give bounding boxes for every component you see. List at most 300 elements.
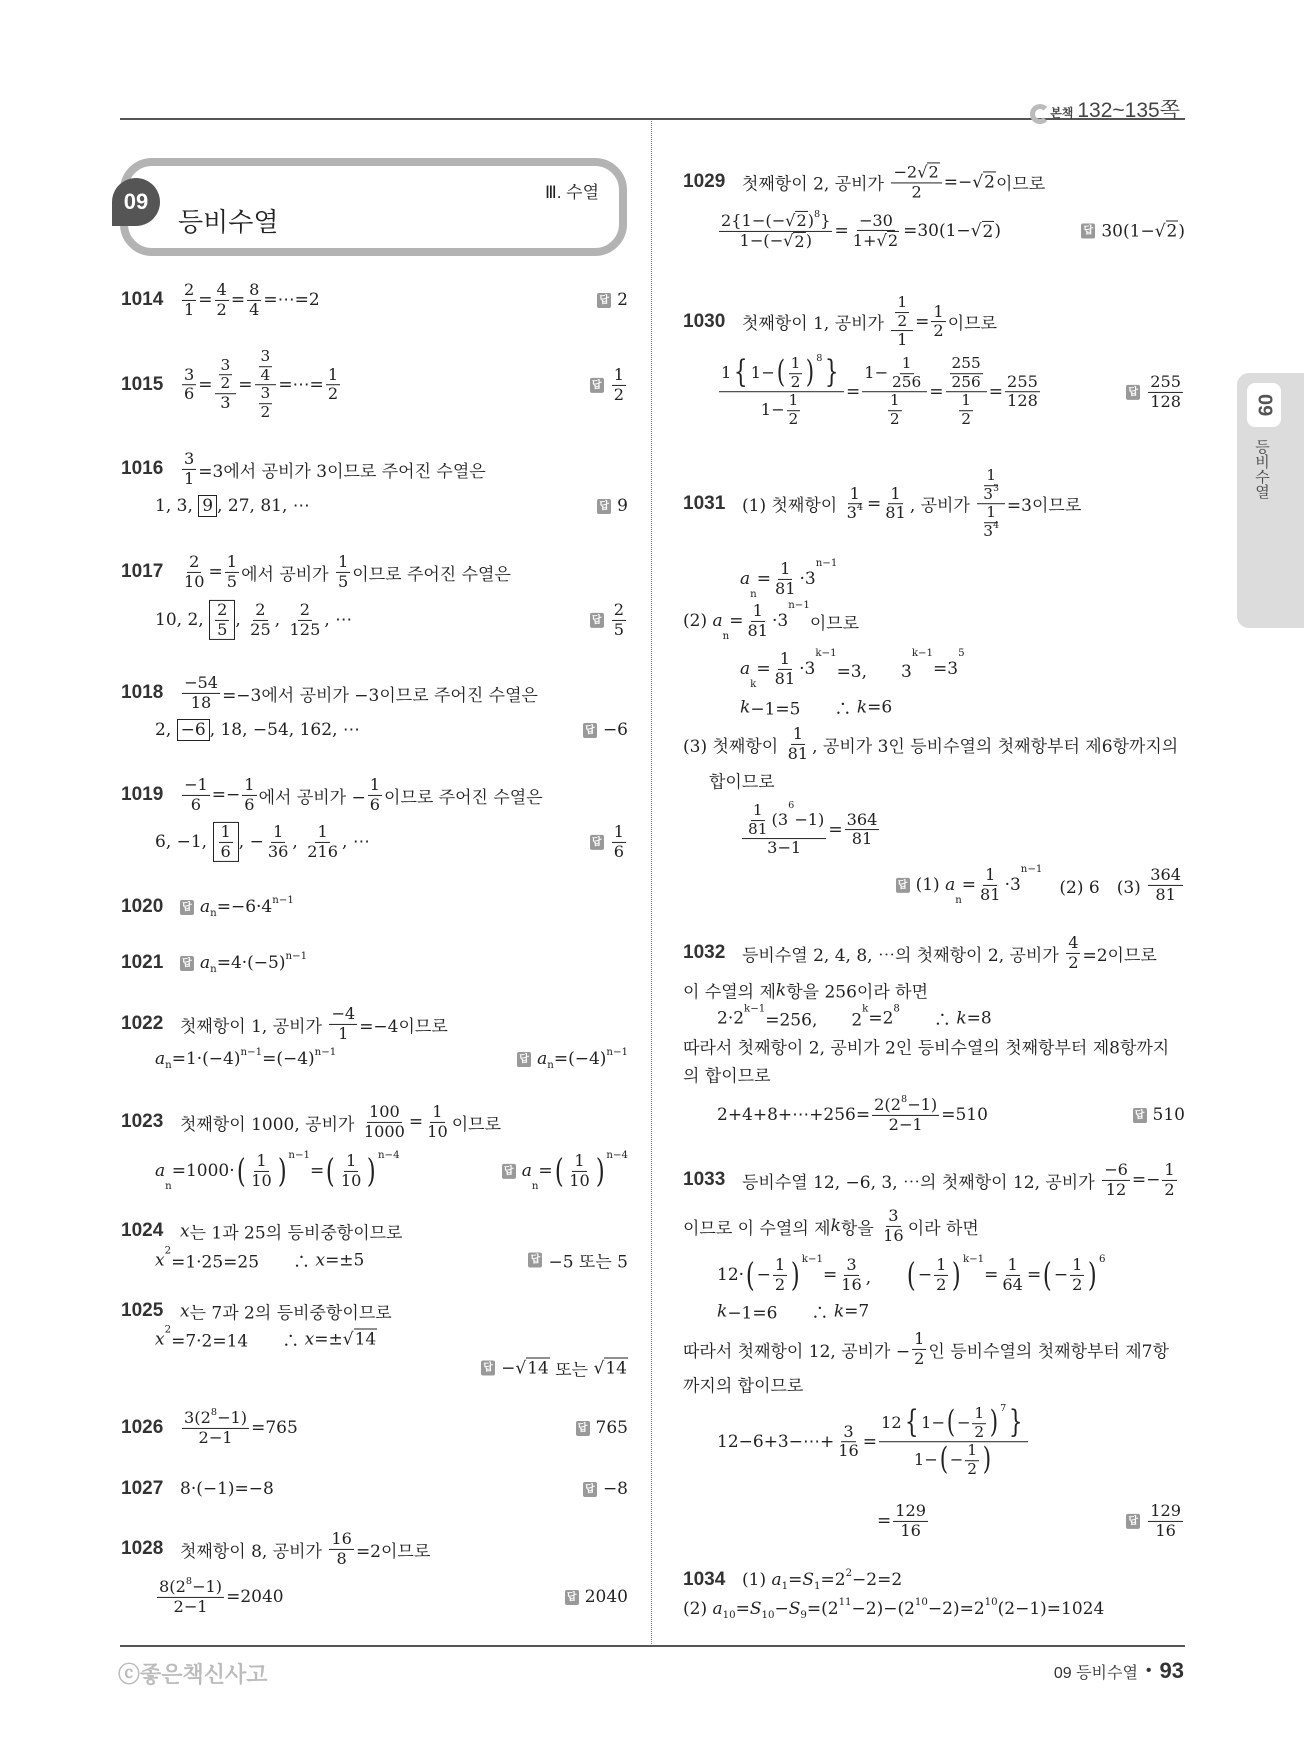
math-text: (2) — [683, 1599, 713, 1619]
math-text: , 18, −54, 162, ⋯ — [209, 720, 360, 740]
math-text: 129 — [1150, 1500, 1181, 1520]
fraction-numerator — [900, 355, 914, 374]
fraction — [368, 776, 382, 814]
math-text: 첫째항이 1, 공비가 — [180, 1016, 328, 1037]
math-text: ·3 — [799, 569, 816, 589]
radical-sign-icon: √ — [972, 172, 984, 192]
math-text: =(−4) — [553, 1049, 607, 1069]
book-label: 본책 — [1050, 106, 1074, 120]
fraction-denominator — [773, 580, 798, 599]
superscript: 8 — [814, 208, 821, 220]
fraction-denominator — [746, 821, 770, 839]
answer — [583, 720, 628, 740]
answer-marker-icon: 답 — [528, 1253, 542, 1268]
fraction-denominator — [765, 839, 803, 858]
problem-number: 1015 — [121, 374, 164, 395]
fraction-numerator — [719, 208, 832, 232]
radical-sign-icon: √ — [593, 1358, 605, 1378]
math-text: 1 — [613, 364, 624, 384]
math-text: 2 — [260, 403, 271, 422]
solution-line — [717, 1003, 992, 1031]
math-text: 1− — [864, 363, 889, 383]
fraction-denominator — [839, 1276, 864, 1295]
fraction-denominator — [965, 1461, 979, 1479]
math-text: =3이므로 — [1006, 496, 1082, 517]
fraction-denominator — [1000, 1276, 1025, 1295]
superscript: n−1 — [788, 599, 810, 611]
math-text: = — [961, 875, 977, 895]
large-bracket: ( — [907, 1255, 916, 1294]
fraction-numerator — [215, 281, 229, 301]
fraction-numerator — [872, 1093, 939, 1116]
subscript: n — [210, 908, 217, 919]
math-text: 16 — [1155, 1520, 1176, 1540]
answer — [528, 1248, 628, 1273]
fraction-denominator — [978, 886, 1003, 905]
math-text: =− — [943, 172, 973, 192]
math-text: =2이므로 — [1082, 945, 1157, 966]
variable: a — [771, 1570, 782, 1590]
fraction-denominator — [888, 411, 902, 429]
solution-line — [742, 1161, 1179, 1199]
superscript: 4 — [856, 502, 864, 514]
fraction-denominator — [182, 573, 207, 592]
fraction-numerator — [215, 601, 229, 621]
math-text: −2)=2 — [927, 1599, 985, 1619]
fraction — [746, 802, 770, 838]
math-text: 2·2 — [717, 1008, 745, 1028]
math-text: 까지의 합이므로 — [683, 1376, 804, 1397]
solution-line — [740, 802, 881, 858]
solution-line — [742, 162, 1045, 201]
fraction-denominator — [737, 232, 814, 252]
fraction-denominator — [336, 573, 350, 592]
fraction — [266, 823, 291, 861]
radicand: 2 — [794, 231, 805, 251]
answer-marker-icon: 답 — [597, 499, 611, 514]
math-text: 4 — [260, 365, 271, 384]
math-text: 1 — [792, 723, 803, 743]
superscript: n−4 — [378, 1149, 400, 1161]
fraction-denominator — [259, 404, 273, 422]
boxed-answer — [198, 495, 217, 517]
math-text: − — [1053, 1265, 1069, 1285]
square-root — [515, 1358, 549, 1379]
math-text: 항을 — [840, 1218, 880, 1239]
math-text: 3(2 — [184, 1407, 211, 1427]
radical-sign-icon: √ — [515, 1358, 527, 1378]
fraction-numerator — [259, 348, 273, 367]
fraction-denominator — [255, 386, 277, 422]
square-root — [972, 172, 996, 193]
boxed-answer — [209, 600, 235, 640]
fraction-numerator — [225, 553, 239, 573]
fraction — [182, 776, 210, 814]
fraction-numerator — [572, 1152, 586, 1172]
fraction-numerator — [259, 386, 273, 405]
problem-number: 1028 — [121, 1538, 164, 1559]
math-text: −30 — [858, 210, 893, 230]
solution-line — [740, 647, 965, 691]
fraction-denominator — [745, 622, 770, 641]
fraction-numerator — [612, 601, 626, 621]
fraction-numerator — [857, 211, 895, 231]
variable: a — [200, 897, 211, 917]
superscript: 8 — [816, 353, 823, 365]
solution-line — [683, 725, 1178, 763]
fraction-numerator — [946, 355, 987, 392]
math-text: 2 — [255, 599, 266, 619]
fraction-denominator — [189, 796, 203, 815]
footer-page-info — [1054, 1658, 1184, 1684]
superscript: 8 — [893, 1003, 900, 1015]
math-text: 1+ — [852, 230, 877, 250]
math-text: 1 — [721, 363, 732, 383]
fraction-numerator — [891, 294, 913, 331]
solution-line — [155, 1149, 400, 1193]
answer-marker-icon: 답 — [502, 1164, 516, 1179]
superscript: 6 — [1098, 1253, 1106, 1265]
math-text: =2 — [868, 1008, 894, 1028]
math-text: , — [235, 610, 247, 630]
answer-marker-icon: 답 — [583, 1482, 597, 1497]
answer-marker-icon: 답 — [180, 900, 194, 915]
math-text: 2 — [961, 410, 972, 429]
variable: S — [802, 1570, 815, 1590]
math-text: 1 — [933, 301, 944, 321]
solution-line — [683, 599, 860, 643]
math-text: ) — [805, 231, 812, 250]
math-text: 2(2 — [874, 1094, 901, 1114]
subscript: n — [547, 1060, 554, 1071]
math-text: 2 — [897, 311, 908, 330]
fraction-numerator — [789, 355, 803, 374]
math-text: ·3 — [771, 611, 789, 631]
math-text: 1 — [897, 330, 908, 350]
math-text: =256, 2 — [765, 1010, 863, 1031]
math-text: −6 — [180, 720, 206, 740]
fraction — [891, 294, 913, 350]
large-bracket: ( — [946, 1405, 956, 1441]
solution-line — [180, 1005, 448, 1043]
math-text: 3 — [260, 347, 271, 366]
math-text: 첫째항이 2, 공비가 — [742, 174, 890, 195]
math-text: 25 — [250, 619, 271, 639]
math-text: 2 — [217, 599, 228, 619]
math-text: =±5 — [325, 1250, 365, 1270]
fraction — [215, 357, 237, 413]
answer — [590, 601, 628, 639]
fraction-numerator — [1006, 1256, 1020, 1276]
footer-section: 09 등비수열 — [1053, 1664, 1138, 1682]
fraction-numerator — [329, 1005, 357, 1025]
fraction — [1102, 1161, 1130, 1199]
fraction — [981, 467, 1001, 503]
superscript: 10 — [984, 1597, 998, 1608]
fraction-denominator — [612, 843, 626, 862]
fraction-denominator — [219, 376, 233, 394]
square-root — [971, 221, 995, 242]
fraction — [259, 386, 273, 422]
fraction-numerator — [157, 1575, 224, 1598]
math-text: 10 — [427, 1121, 448, 1141]
fraction-numerator — [219, 823, 233, 843]
fraction — [862, 355, 927, 429]
math-text: 1 — [226, 551, 238, 571]
fraction-numerator — [841, 1423, 855, 1443]
math-text: 3 — [843, 1421, 854, 1441]
math-text: 2 — [613, 384, 624, 404]
problem-number: 1017 — [121, 561, 164, 582]
solution-line — [877, 1502, 930, 1540]
header-rule — [120, 118, 1185, 120]
problem-number: 1026 — [121, 1417, 164, 1438]
math-text: 이므로 이 수열의 제 — [683, 1218, 831, 1239]
answer-marker-icon: 답 — [481, 1361, 495, 1376]
math-text: 2 — [933, 321, 944, 341]
radical-sign-icon: √ — [917, 161, 928, 181]
math-text: 12 — [881, 1413, 902, 1433]
footer-rule — [120, 1645, 1185, 1647]
math-text: = — [198, 290, 213, 310]
fraction — [959, 393, 973, 429]
fraction-denominator — [883, 505, 908, 524]
math-text: 2+4+8+⋯+256= — [717, 1105, 871, 1125]
math-text: 256 — [951, 372, 981, 391]
math-text: 의 합이므로 — [683, 1066, 771, 1087]
fraction — [182, 674, 220, 712]
fraction — [182, 366, 196, 404]
math-text: 81 — [851, 829, 873, 849]
fraction-numerator — [965, 1443, 979, 1462]
radicand: 2 — [984, 172, 995, 193]
solution-line — [683, 978, 928, 1003]
answer — [517, 1049, 628, 1069]
variable: k — [775, 980, 787, 1000]
solution-line — [155, 1324, 377, 1352]
fraction-numerator — [612, 823, 626, 843]
fraction — [329, 1530, 354, 1568]
variable: k — [717, 1301, 728, 1321]
solution-line — [717, 355, 1042, 429]
math-text: 6 — [613, 841, 624, 861]
large-bracket: ( — [326, 1151, 335, 1190]
side-tab-number: 09 — [1247, 383, 1281, 427]
fraction-denominator — [789, 374, 803, 392]
variable: a — [537, 1049, 548, 1069]
math-text: = — [408, 1112, 424, 1132]
variable: a — [945, 875, 956, 895]
math-text: 10 — [251, 1170, 272, 1190]
math-text: −2 — [893, 161, 918, 181]
fraction-denominator — [1148, 393, 1183, 412]
fraction — [612, 823, 626, 861]
radical-sign-icon: √ — [1154, 221, 1166, 241]
math-text: , 27, 81, ⋯ — [217, 496, 310, 516]
fraction — [1066, 934, 1080, 972]
math-text: 2 — [184, 279, 195, 299]
math-text: =(2 — [806, 1599, 839, 1619]
variable: x — [155, 1250, 165, 1270]
math-text: 이 수열의 제 — [683, 982, 776, 1003]
subscript: k — [750, 679, 757, 691]
math-text: =7 — [844, 1301, 870, 1321]
fraction-numerator — [719, 355, 844, 392]
fraction — [845, 811, 880, 849]
fraction-denominator — [759, 393, 805, 429]
math-text: 3 — [983, 484, 994, 503]
fraction-denominator — [912, 1350, 926, 1369]
variable: a — [155, 1161, 166, 1181]
fraction-numerator — [891, 162, 941, 183]
math-text: 3 — [220, 393, 231, 413]
math-text: 10 — [569, 1170, 590, 1190]
math-text: 1 — [338, 1023, 349, 1043]
fraction — [425, 1103, 450, 1141]
math-text: =6 — [867, 697, 893, 717]
math-text: =3 — [933, 659, 959, 679]
math-text: 이므로 — [809, 613, 860, 634]
large-bracket: } — [825, 355, 840, 391]
fraction — [336, 553, 350, 591]
fraction — [883, 485, 908, 523]
math-text: 6 — [244, 794, 255, 814]
math-text: = — [756, 569, 771, 589]
math-text: 510 — [1152, 1105, 1185, 1125]
publisher-logo: ⓒ좋은책신사고 — [118, 1662, 268, 1687]
math-text: (1) 첫째항이 — [742, 496, 843, 517]
fraction — [851, 211, 901, 250]
math-text: , ⋯ — [324, 610, 353, 630]
math-text: 첫째항이 1, 공비가 — [742, 314, 890, 335]
math-text: =2이므로 — [355, 1541, 431, 1562]
fraction-numerator — [612, 366, 626, 386]
solution-line — [180, 281, 320, 319]
square-root — [783, 232, 806, 252]
math-text: 1 — [327, 364, 339, 384]
fraction — [981, 505, 1001, 541]
fraction-denominator — [225, 573, 239, 592]
math-text: 합이므로 — [709, 772, 775, 793]
superscript: n−1 — [272, 895, 294, 906]
large-bracket: ( — [554, 1151, 564, 1190]
fraction-numerator — [182, 776, 210, 796]
variable: a — [712, 611, 723, 631]
math-text: 1000 — [363, 1121, 405, 1141]
math-text: = — [230, 290, 246, 310]
math-text: 첫째항이 8, 공비가 — [180, 1541, 328, 1562]
math-text: =1000· — [171, 1161, 235, 1181]
solution-line — [683, 1330, 1169, 1368]
superscript: k−1 — [815, 647, 837, 659]
math-text: =30(1− — [903, 221, 971, 241]
fraction-denominator — [368, 796, 382, 815]
answer — [502, 1149, 628, 1193]
square-root — [343, 1329, 377, 1350]
math-text: 1−(− — [739, 231, 784, 250]
solution-line — [742, 934, 1157, 972]
variable: k — [833, 1301, 845, 1321]
fraction-numerator — [187, 553, 201, 573]
math-text: − — [949, 1450, 964, 1470]
fraction-numerator — [1070, 1256, 1084, 1276]
math-text: −1 — [184, 774, 208, 794]
math-text: , − — [238, 832, 264, 852]
math-text: =1·(−4) — [171, 1049, 241, 1069]
radical-sign-icon: √ — [970, 221, 982, 241]
answer-marker-icon: 답 — [180, 956, 194, 971]
math-text: 256 — [892, 372, 922, 391]
math-text: 1 — [974, 1404, 985, 1423]
answer — [597, 496, 628, 516]
fraction-numerator — [182, 674, 220, 694]
fraction-numerator — [344, 1152, 358, 1172]
fraction-denominator — [1066, 954, 1080, 973]
math-text: 3−1 — [767, 838, 802, 858]
solution-line — [155, 600, 352, 640]
solution-line — [180, 953, 307, 973]
math-text: 8 — [336, 1548, 347, 1568]
math-text: 3 — [260, 384, 271, 403]
math-text: 81 — [748, 819, 768, 838]
math-text: −2)−(2 — [851, 1599, 915, 1619]
math-text: 6, −1, — [155, 832, 213, 852]
radicand: 2 — [1166, 221, 1178, 242]
fraction-denominator — [850, 830, 875, 849]
math-text: 2{1−(− — [721, 210, 786, 230]
math-text: 1 — [574, 1150, 585, 1170]
math-text: 216 — [307, 841, 339, 861]
fraction-numerator — [845, 811, 880, 831]
math-text: = — [735, 1599, 750, 1619]
large-bracket: ) — [982, 1442, 992, 1478]
math-text: = — [915, 311, 930, 332]
math-text: 2 — [936, 1274, 947, 1294]
answer — [590, 366, 628, 404]
math-text: ·3 — [1004, 875, 1021, 895]
math-text: −1=5 ∴ — [750, 699, 857, 720]
fraction-numerator — [1162, 1161, 1176, 1181]
math-text: 2 — [967, 1460, 977, 1479]
math-text: 2 — [220, 374, 231, 393]
math-text: , — [865, 1267, 906, 1288]
fraction-denominator — [890, 374, 923, 392]
radicand: 14 — [605, 1358, 627, 1379]
math-text: 따라서 첫째항이 2, 공비가 2인 등비수열의 첫째항부터 제8항까지 — [683, 1038, 1170, 1059]
fraction-numerator — [1148, 866, 1183, 886]
superscript: n−1 — [606, 1047, 628, 1058]
fraction-numerator — [336, 553, 350, 573]
math-text: 이라 하면 — [907, 1218, 979, 1239]
solution-line — [180, 553, 511, 591]
solution-line — [683, 1599, 1104, 1619]
math-text: 36 — [267, 841, 289, 861]
math-text: 1 — [849, 483, 860, 503]
math-text: 2 — [299, 599, 311, 619]
math-text: 1 — [780, 558, 791, 578]
superscript: 11 — [838, 1597, 852, 1608]
fraction-numerator — [972, 1405, 986, 1424]
math-text: =⋯= — [278, 375, 324, 395]
solution-line — [717, 1405, 1030, 1479]
math-text: 항을 256이라 하면 — [786, 982, 929, 1003]
math-text: , — [292, 832, 304, 852]
math-text: =7·2=14 ∴ — [171, 1331, 305, 1352]
fraction-numerator — [888, 485, 902, 505]
answer — [1081, 221, 1185, 242]
fraction-denominator — [182, 386, 196, 405]
side-chapter-tab[interactable] — [1237, 373, 1304, 628]
